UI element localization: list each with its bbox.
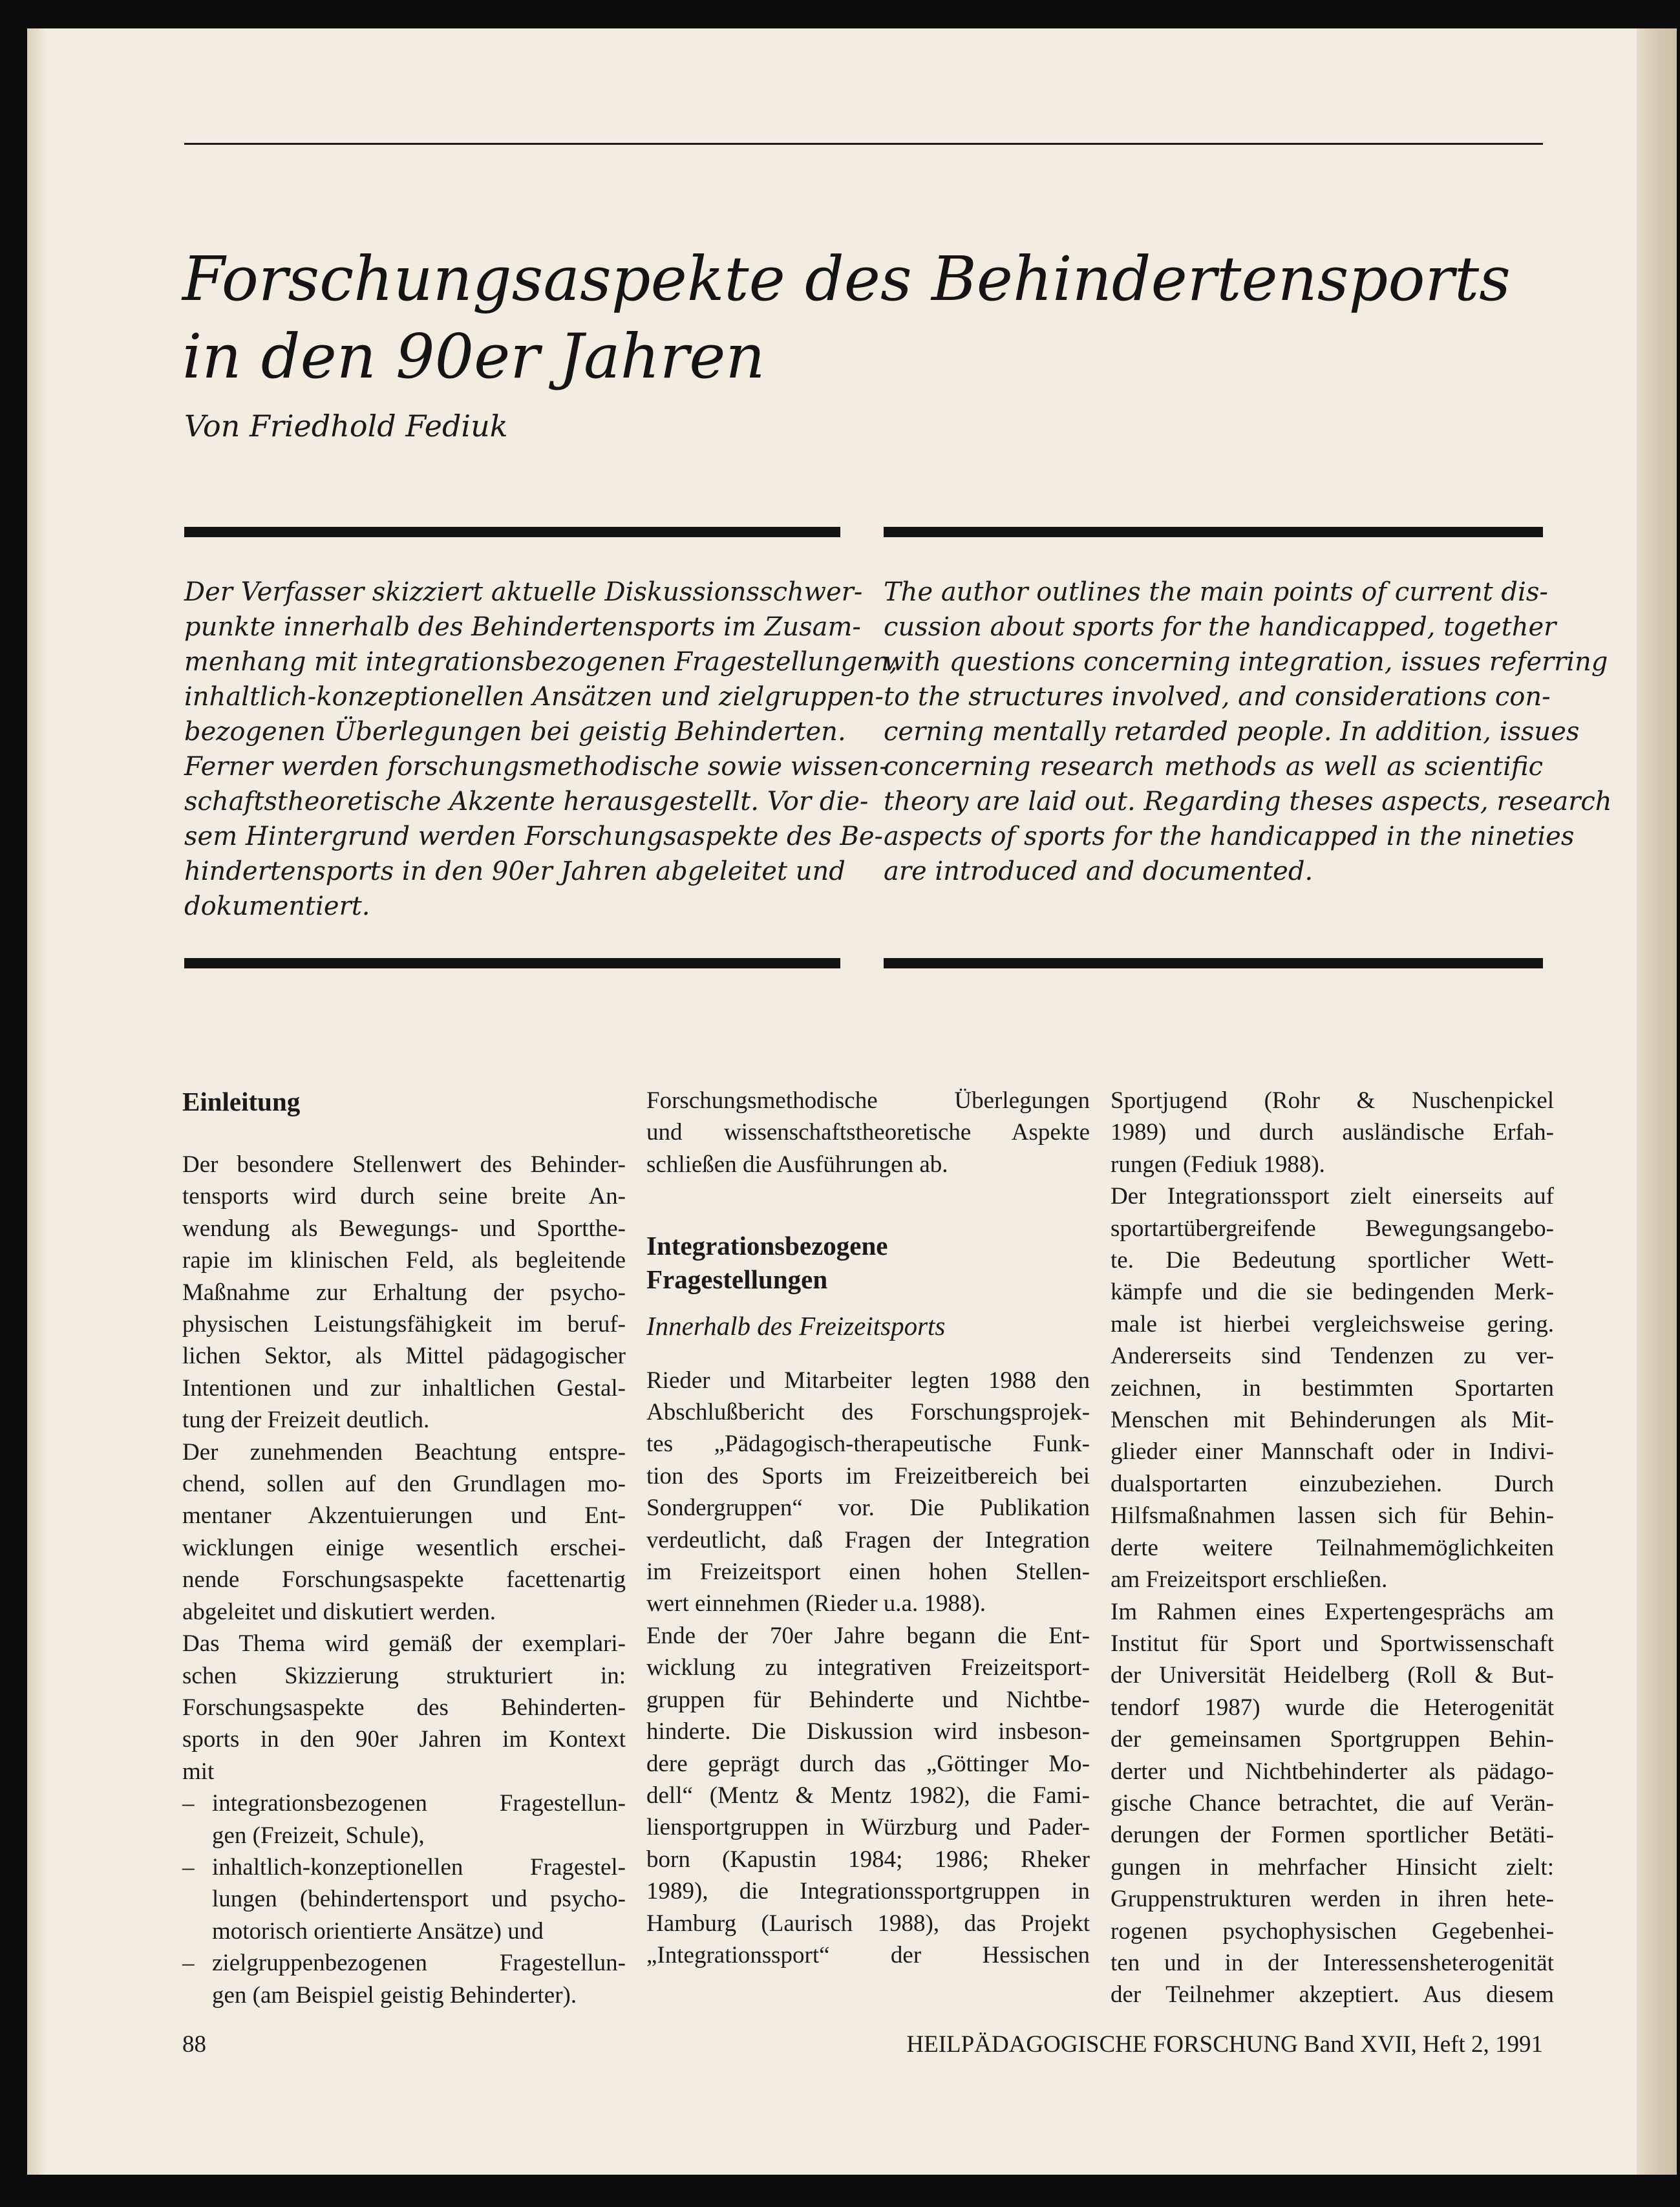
- text-line: physischen Leistungsfähigkeit im beruf-: [182, 1311, 626, 1338]
- text-line: wendung als Bewegungs- und Sportthe-: [182, 1215, 626, 1242]
- abstract-rule-top-left: [184, 527, 840, 537]
- text-line: dualsportarten einzubeziehen. Durch: [1111, 1470, 1554, 1497]
- text-line: gungen in mehrfacher Hinsicht zielt:: [1111, 1853, 1554, 1881]
- text-line: Im Rahmen eines Expertengesprächs am: [1111, 1598, 1554, 1625]
- text-line: wert einnehmen (Rieder u.a. 1988).: [646, 1590, 986, 1617]
- journal-citation: HEILPÄDAGOGISCHE FORSCHUNG Band XVII, Heft 2, 1991: [906, 2031, 1543, 2058]
- text-line: chend, sollen auf den Grundlagen mo-: [182, 1471, 626, 1498]
- text-line: mit: [182, 1758, 215, 1785]
- text-line: am Freizeitsport erschließen.: [1111, 1566, 1388, 1594]
- text-line: Forschungsaspekte des Behinderten-: [182, 1694, 626, 1721]
- text-line: Intentionen und zur inhaltlichen Gestal-: [182, 1374, 626, 1402]
- abstract-line: dokumentiert.: [184, 891, 370, 921]
- paragraph: [1111, 1180, 1554, 1595]
- text-line: Andererseits sind Tendenzen zu ver-: [1111, 1343, 1554, 1370]
- text-column-1: [182, 1085, 626, 2011]
- abstract-rule-bottom-right: [884, 958, 1543, 968]
- abstract-line: The author outlines the main points of current dis-: [884, 577, 1548, 607]
- text-line: wicklungen einige wesentlich erschei-: [182, 1534, 626, 1561]
- text-line: Abschlußbericht des Forschungsprojek-: [646, 1399, 1090, 1426]
- abstract-rule-bottom-left: [184, 958, 840, 968]
- text-line: 1989), die Integrationssportgruppen in: [646, 1878, 1090, 1905]
- abstract-line: menhang mit integrationsbezogenen Fragestellungen,: [184, 647, 898, 677]
- list-item: [182, 1851, 626, 1947]
- text-line: der Universität Heidelberg (Roll & But-: [1111, 1662, 1554, 1689]
- text-line: Forschungsmethodische Überlegungen: [646, 1087, 1090, 1114]
- abstract-line: bezogenen Überlegungen bei geistig Behinderten.: [184, 717, 846, 747]
- text-line: der gemeinsamen Sportgruppen Behin-: [1111, 1726, 1554, 1753]
- text-line: zielgruppenbezogenen Fragestellun-: [212, 1950, 626, 1977]
- list-item: [182, 1947, 626, 2011]
- abstract-german: [184, 575, 898, 924]
- abstract-english: [884, 575, 1612, 889]
- text-line: sportartübergreifende Bewegungsangebo-: [1111, 1215, 1554, 1242]
- text-line: im Freizeitsport einen hohen Stellen-: [646, 1559, 1090, 1586]
- text-line: dere geprägt durch das „Göttinger Mo-: [646, 1750, 1090, 1777]
- text-column-2: [646, 1085, 1090, 1971]
- text-column-3: [1111, 1085, 1554, 2011]
- text-line: Institut für Sport und Sportwissenschaft: [1111, 1630, 1554, 1657]
- header-rule: [184, 143, 1543, 145]
- abstract-line: punkte innerhalb des Behindertensports im Zusam-: [184, 612, 861, 642]
- paragraph: [1111, 1085, 1554, 1180]
- text-line: schen Skizzierung strukturiert in:: [182, 1662, 626, 1689]
- text-line: te. Die Bedeutung sportlicher Wett-: [1111, 1247, 1554, 1274]
- paragraph: [182, 1436, 626, 1628]
- paragraph: [646, 1365, 1090, 1620]
- text-line: motorisch orientierte Ansätze) und: [212, 1917, 544, 1945]
- text-line: Hilfsmaßnahmen lassen sich für Behin-: [1111, 1502, 1554, 1530]
- abstract-line: concerning research methods as well as scientific: [884, 752, 1543, 782]
- page-edge-stack: [1637, 28, 1677, 2175]
- text-line: gen (Freizeit, Schule),: [212, 1822, 425, 1849]
- article-title-line: Forschungsaspekte des Behindertensports: [182, 244, 1511, 315]
- abstract-line: with questions concerning integration, issues referring: [884, 647, 1608, 677]
- abstract-line: inhaltlich-konzeptionellen Ansätzen und zielgruppen-: [184, 682, 884, 712]
- text-line: verdeutlicht, daß Fragen der Integration: [646, 1526, 1090, 1553]
- text-line: der Teilnehmer akzeptiert. Aus diesem: [1111, 1981, 1554, 2009]
- text-line: mentaner Akzentuierungen und Ent-: [182, 1502, 626, 1530]
- article-title: [182, 240, 1572, 396]
- paragraph: [182, 1149, 626, 1436]
- abstract-line: Der Verfasser skizziert aktuelle Diskussionsschwer-: [184, 577, 863, 607]
- text-line: Der besondere Stellenwert des Behinder-: [182, 1151, 626, 1178]
- text-line: wicklung zu integrativen Freizeitsport-: [646, 1654, 1090, 1681]
- text-line: nende Forschungsaspekte facettenartig: [182, 1566, 626, 1594]
- text-line: schließen die Ausführungen ab.: [646, 1151, 948, 1178]
- text-line: tensports wird durch seine breite An-: [182, 1183, 626, 1210]
- text-line: gische Chance betrachtet, die auf Verän-: [1111, 1789, 1554, 1817]
- text-line: abgeleitet und diskutiert werden.: [182, 1598, 496, 1625]
- text-line: tes „Pädagogisch-therapeutische Funk-: [646, 1431, 1090, 1458]
- text-line: „Integrationssport“ der Hessischen: [646, 1941, 1090, 1968]
- text-line: Das Thema wird gemäß der exemplari-: [182, 1630, 626, 1658]
- text-line: rapie im klinischen Feld, als begleitende: [182, 1247, 626, 1274]
- page-number: 88: [182, 2031, 206, 2058]
- text-line: born (Kapustin 1984; 1986; Rheker: [646, 1846, 1090, 1873]
- text-line: und wissenschaftstheoretische Aspekte: [646, 1119, 1090, 1146]
- abstract-line: hindertensports in den 90er Jahren abgeleitet und: [184, 857, 845, 886]
- text-line: Ende der 70er Jahre begann die Ent-: [646, 1622, 1090, 1649]
- abstract-line: to the structures involved, and considerations con-: [884, 682, 1551, 712]
- text-line: Rieder und Mitarbeiter legten 1988 den: [646, 1367, 1090, 1394]
- paragraph: [646, 1085, 1090, 1180]
- text-line: derte weitere Teilnahmemöglichkeiten: [1111, 1534, 1554, 1561]
- bullet-list: [182, 1787, 626, 2011]
- list-dash: –: [182, 1853, 195, 1881]
- text-line: rungen (Fediuk 1988).: [1111, 1151, 1325, 1178]
- section-heading: Fragestellungen: [646, 1264, 828, 1295]
- text-line: Sportjugend (Rohr & Nuschenpickel: [1111, 1087, 1554, 1114]
- text-line: Gruppenstrukturen werden in ihren hete-: [1111, 1886, 1554, 1913]
- text-line: lichen Sektor, als Mittel pädagogischer: [182, 1343, 626, 1370]
- abstract-line: theory are laid out. Regarding theses aspects, research: [884, 787, 1612, 816]
- abstract-line: sem Hintergrund werden Forschungsaspekte des Be-: [184, 822, 884, 851]
- text-line: zeichnen, in bestimmten Sportarten: [1111, 1374, 1554, 1402]
- abstract-line: cerning mentally retarded people. In addition, issues: [884, 717, 1580, 747]
- section-heading: Integrationsbezogene: [646, 1231, 888, 1261]
- section-heading: Einleitung: [182, 1087, 301, 1116]
- text-line: male ist hierbei vergleichsweise gering.: [1111, 1310, 1554, 1338]
- subsection-heading: Innerhalb des Freizeitsports: [646, 1311, 946, 1341]
- article-title-line: in den 90er Jahren: [182, 321, 765, 392]
- text-line: 1989) und durch ausländische Erfah-: [1111, 1119, 1554, 1146]
- list-item: [182, 1787, 626, 1851]
- text-line: tion des Sports im Freizeitbereich bei: [646, 1462, 1090, 1489]
- text-line: derungen der Formen sportlicher Betäti-: [1111, 1822, 1554, 1849]
- text-line: glieder einer Mannschaft oder in Indivi-: [1111, 1438, 1554, 1466]
- text-line: derter und Nichtbehinderter als pädago-: [1111, 1758, 1554, 1785]
- text-line: lungen (behindertensport und psycho-: [212, 1886, 626, 1913]
- abstract-line: are introduced and documented.: [884, 857, 1313, 886]
- paragraph: [182, 1628, 626, 1787]
- list-dash: –: [182, 1790, 195, 1817]
- text-line: ten und in der Interessensheterogenität: [1111, 1949, 1554, 1976]
- text-line: Maßnahme zur Erhaltung der psycho-: [182, 1279, 626, 1306]
- text-line: hinderte. Die Diskussion wird insbeson-: [646, 1718, 1090, 1745]
- paragraph: [1111, 1596, 1554, 2011]
- abstract-line: aspects of sports for the handicapped in the nineties: [884, 822, 1575, 851]
- paragraph: [646, 1620, 1090, 1971]
- text-line: integrationsbezogenen Fragestellun-: [212, 1790, 626, 1817]
- text-line: gruppen für Behinderte und Nichtbe-: [646, 1686, 1090, 1713]
- abstract-line: cussion about sports for the handicapped, together: [884, 612, 1557, 642]
- text-line: inhaltlich-konzeptionellen Fragestel-: [212, 1853, 626, 1881]
- text-line: liensportgruppen in Würzburg und Pader-: [646, 1814, 1090, 1841]
- abstract-line: schaftstheoretische Akzente herausgestellt. Vor die-: [184, 787, 869, 816]
- text-line: Der zunehmenden Beachtung entspre-: [182, 1438, 626, 1466]
- text-line: Menschen mit Behinderungen als Mit-: [1111, 1407, 1554, 1434]
- text-line: gen (am Beispiel geistig Behinderter).: [212, 1981, 577, 2009]
- text-line: rogenen psychophysischen Gegebenhei-: [1111, 1917, 1554, 1945]
- abstract-rule-top-right: [884, 527, 1543, 537]
- list-dash: –: [182, 1950, 195, 1977]
- text-line: sports in den 90er Jahren im Kontext: [182, 1726, 626, 1753]
- text-line: tung der Freizeit deutlich.: [182, 1407, 430, 1434]
- page-fold-shadow: [27, 28, 47, 2175]
- text-line: Hamburg (Laurisch 1988), das Projekt: [646, 1910, 1090, 1937]
- text-line: tendorf 1987) wurde die Heterogenität: [1111, 1694, 1554, 1721]
- text-line: Sondergruppen“ vor. Die Publikation: [646, 1495, 1090, 1522]
- article-author: Von Friedhold Fediuk: [184, 409, 508, 443]
- abstract-line: Ferner werden forschungsmethodische sowie wissen-: [184, 752, 888, 782]
- text-line: Der Integrationssport zielt einerseits auf: [1111, 1183, 1554, 1210]
- text-line: dell“ (Mentz & Mentz 1982), die Fami-: [646, 1782, 1090, 1809]
- text-line: kämpfe und die sie bedingenden Merk-: [1111, 1279, 1554, 1306]
